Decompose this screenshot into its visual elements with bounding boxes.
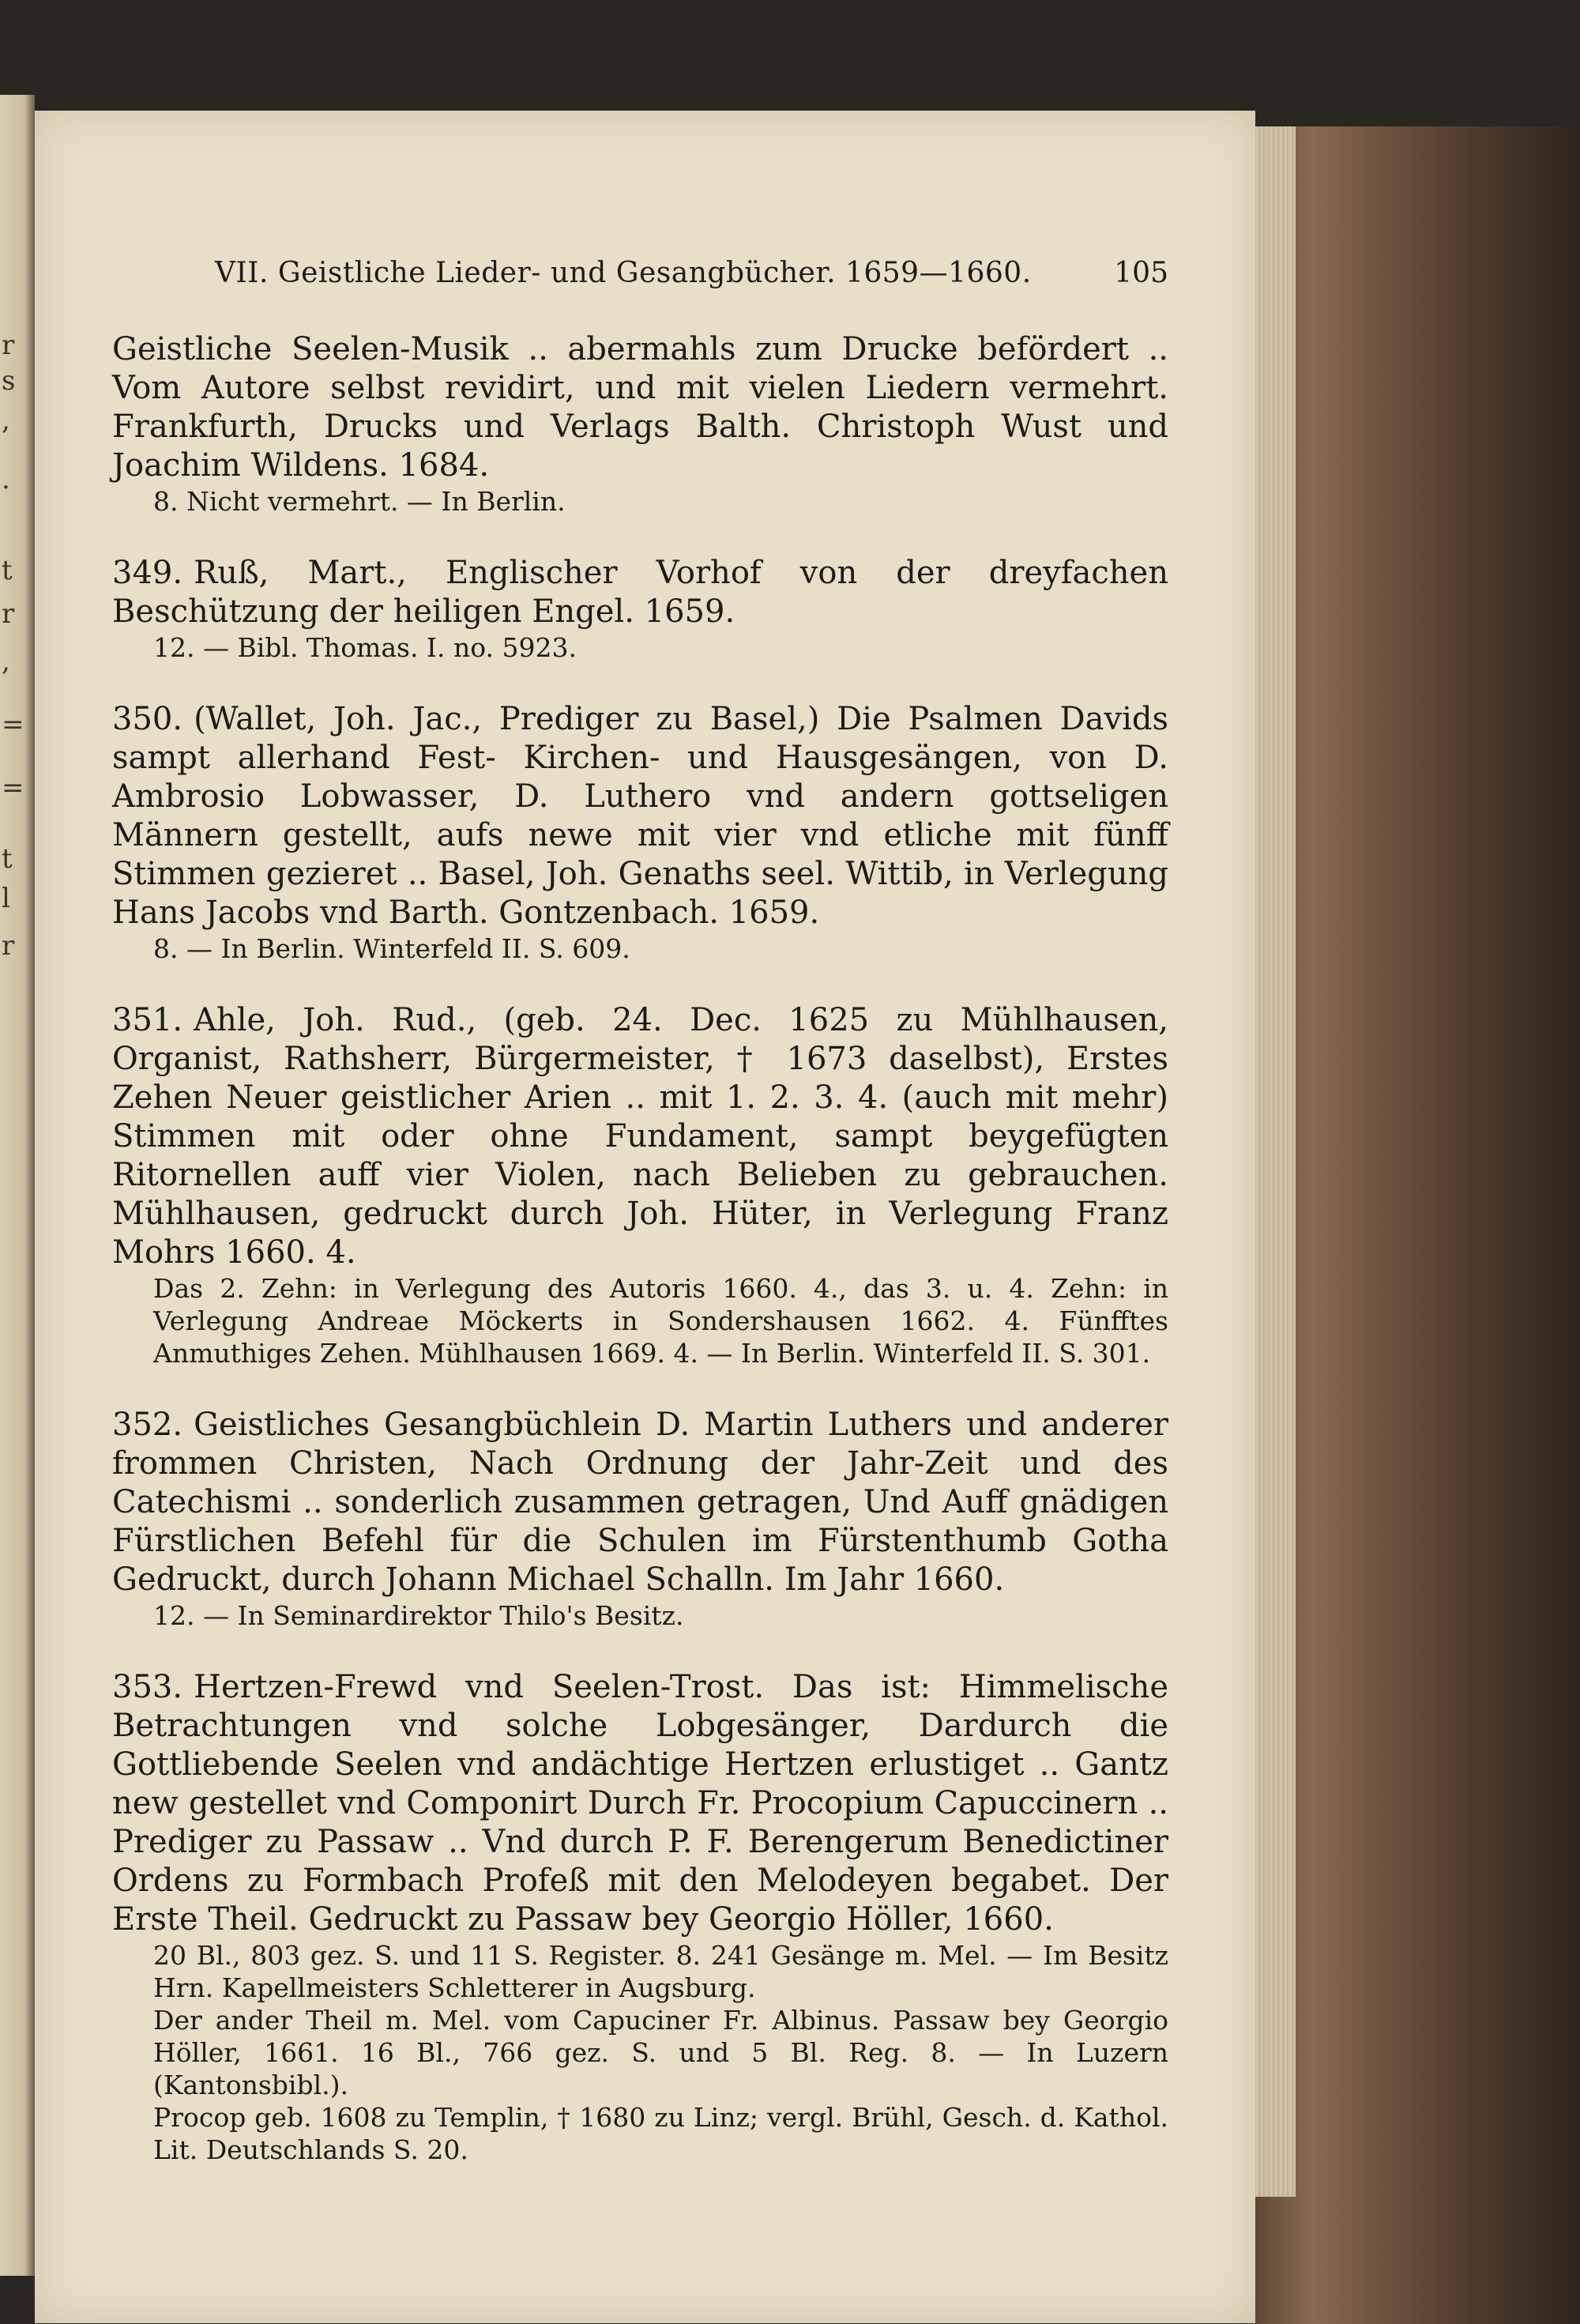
entry-note: 12. — In Seminardirektor Thilo's Besitz. (153, 1600, 684, 1631)
bibliography-entry (112, 554, 1168, 664)
left-fragment: r (2, 330, 15, 361)
left-fragment: , (2, 646, 10, 677)
entry-number: 350. (112, 701, 183, 737)
left-fragment: r (2, 930, 15, 962)
bibliography-entry (112, 1001, 1168, 1369)
page-stack-edge (1252, 126, 1296, 2197)
entry-text (112, 554, 1168, 631)
entry-number: 349. (112, 555, 183, 591)
entry-note: Der ander Theil m. Mel. vom Capuciner Fr. Albinus. Passaw bey Georgio Höller, 1661. 16 Bl., 766 gez. S. und 5 Bl. Reg. 8. — In Luzern (Kantonsbibl.). (153, 2005, 1168, 2100)
left-fragment: r (2, 598, 15, 630)
entry-note: 8. — In Berlin. Winterfeld II. S. 609. (153, 933, 630, 964)
entry-title: Ahle, Joh. Rud., (geb. 24. Dec. 1625 zu Mühlhausen, Organist, Rathsherr, Bürgermeister, † 1673 daselbst), Erstes Zehen Neuer geistlicher Arien .. mit 1. 2. 3. 4. (auch mit mehr) Stimmen mit oder ohne Fundament, sampt beygefügten Ritornellen auff vier Violen, nach Belieben zu gebrauchen. Mühlhausen, gedruckt durch Joh. Hüter, in Verlegung Franz Mohrs 1660. 4. (112, 1002, 1168, 1271)
entry-number: 351. (112, 1002, 183, 1038)
left-fragment: l (2, 883, 10, 914)
entry-note: Procop geb. 1608 zu Templin, † 1680 zu Linz; vergl. Brühl, Gesch. d. Kathol. Lit. Deutschlands S. 20. (153, 2102, 1168, 2165)
entry-text (112, 1668, 1168, 1939)
entry-text (112, 1001, 1168, 1272)
page-number: 105 (1114, 257, 1168, 289)
entry-number: 353. (112, 1669, 183, 1705)
bibliography-entry (112, 1406, 1168, 1632)
page-content (112, 257, 1168, 2202)
entry-note: 8. Nicht vermehrt. — In Berlin. (153, 486, 566, 517)
entry-title: Hertzen-Frewd vnd Seelen-Trost. Das ist: Himmelische Betrachtungen vnd solche Lobgesänger, Dardurch die Gottliebende Seelen vnd andächtige Hertzen erlustiget .. Gantz new gestellet vnd Componirt Durch Fr. Procopium Capuccinern .. Prediger zu Passaw .. Vnd durch P. F. Berengerum Benedictiner Ordens zu Formbach Profeß mit den Melodeyen begabet. Der Erste Theil. Gedruckt zu Passaw bey Georgio Höller, 1660. (112, 1669, 1168, 1938)
left-fragment: = (2, 772, 24, 804)
left-fragment: , (2, 405, 10, 436)
running-header (112, 257, 1168, 289)
book-page (35, 111, 1255, 2323)
entry-note: 12. — Bibl. Thomas. I. no. 5923. (153, 632, 577, 663)
entry-text (112, 1406, 1168, 1599)
entry-text (112, 700, 1168, 932)
entry-title: Ruß, Mart., Englischer Vorhof von der dreyfachen Beschützung der heiligen Engel. 1659. (112, 555, 1168, 630)
bibliography-entry (112, 700, 1168, 965)
entry-number: 352. (112, 1407, 183, 1443)
running-title: VII. Geistliche Lieder- und Gesangbücher. 1659—1660. (215, 257, 1032, 289)
left-fragment: = (2, 709, 24, 740)
left-fragment: t (2, 843, 13, 875)
entry-title: Geistliches Gesangbüchlein D. Martin Luthers und anderer frommen Christen, Nach Ordnung der Jahr-Zeit und des Catechismi .. sonderlich zusammen getragen, Und Auff gnädigen Fürstlichen Befehl für die Schulen im Fürstenthumb Gotha Gedruckt, durch Johann Michael Schalln. Im Jahr 1660. (112, 1407, 1168, 1598)
book-cover-edge (1252, 126, 1580, 2324)
entry-note: 20 Bl., 803 gez. S. und 11 S. Register. 8. 241 Gesänge m. Mel. — Im Besitz Hrn. Kapellmeisters Schletterer in Augsburg. (153, 1940, 1168, 2003)
bibliography-entry (112, 330, 1168, 518)
entry-text (112, 330, 1168, 485)
left-fragment: t (2, 555, 13, 586)
left-page-fragments (0, 95, 32, 1991)
left-fragment: . (2, 464, 10, 495)
entry-title: (Wallet, Joh. Jac., Prediger zu Basel,) Die Psalmen Davids sampt allerhand Fest- Kirchen- und Hausgesängen, von D. Ambrosio Lobwasser, D. Luthero vnd andern gottseligen Männern gestellt, aufs newe mit vier vnd etliche mit fünff Stimmen gezieret .. Basel, Joh. Genaths seel. Wittib, in Verlegung Hans Jacobs vnd Barth. Gontzenbach. 1659. (112, 701, 1168, 931)
bibliography-entry (112, 1668, 1168, 2166)
left-fragment: s (2, 365, 16, 397)
entry-title: Geistliche Seelen-Musik .. abermahls zum Drucke befördert .. Vom Autore selbst revidirt, und mit vielen Liedern vermehrt. Frankfurth, Drucks und Verlags Balth. Christoph Wust und Joachim Wildens. 1684. (112, 331, 1168, 484)
entry-note: Das 2. Zehn: in Verlegung des Autoris 1660. 4., das 3. u. 4. Zehn: in Verlegung Andreae Möckerts in Sondershausen 1662. 4. Fünfftes Anmuthiges Zehen. Mühlhausen 1669. 4. — In Berlin. Winterfeld II. S. 301. (153, 1273, 1168, 1369)
